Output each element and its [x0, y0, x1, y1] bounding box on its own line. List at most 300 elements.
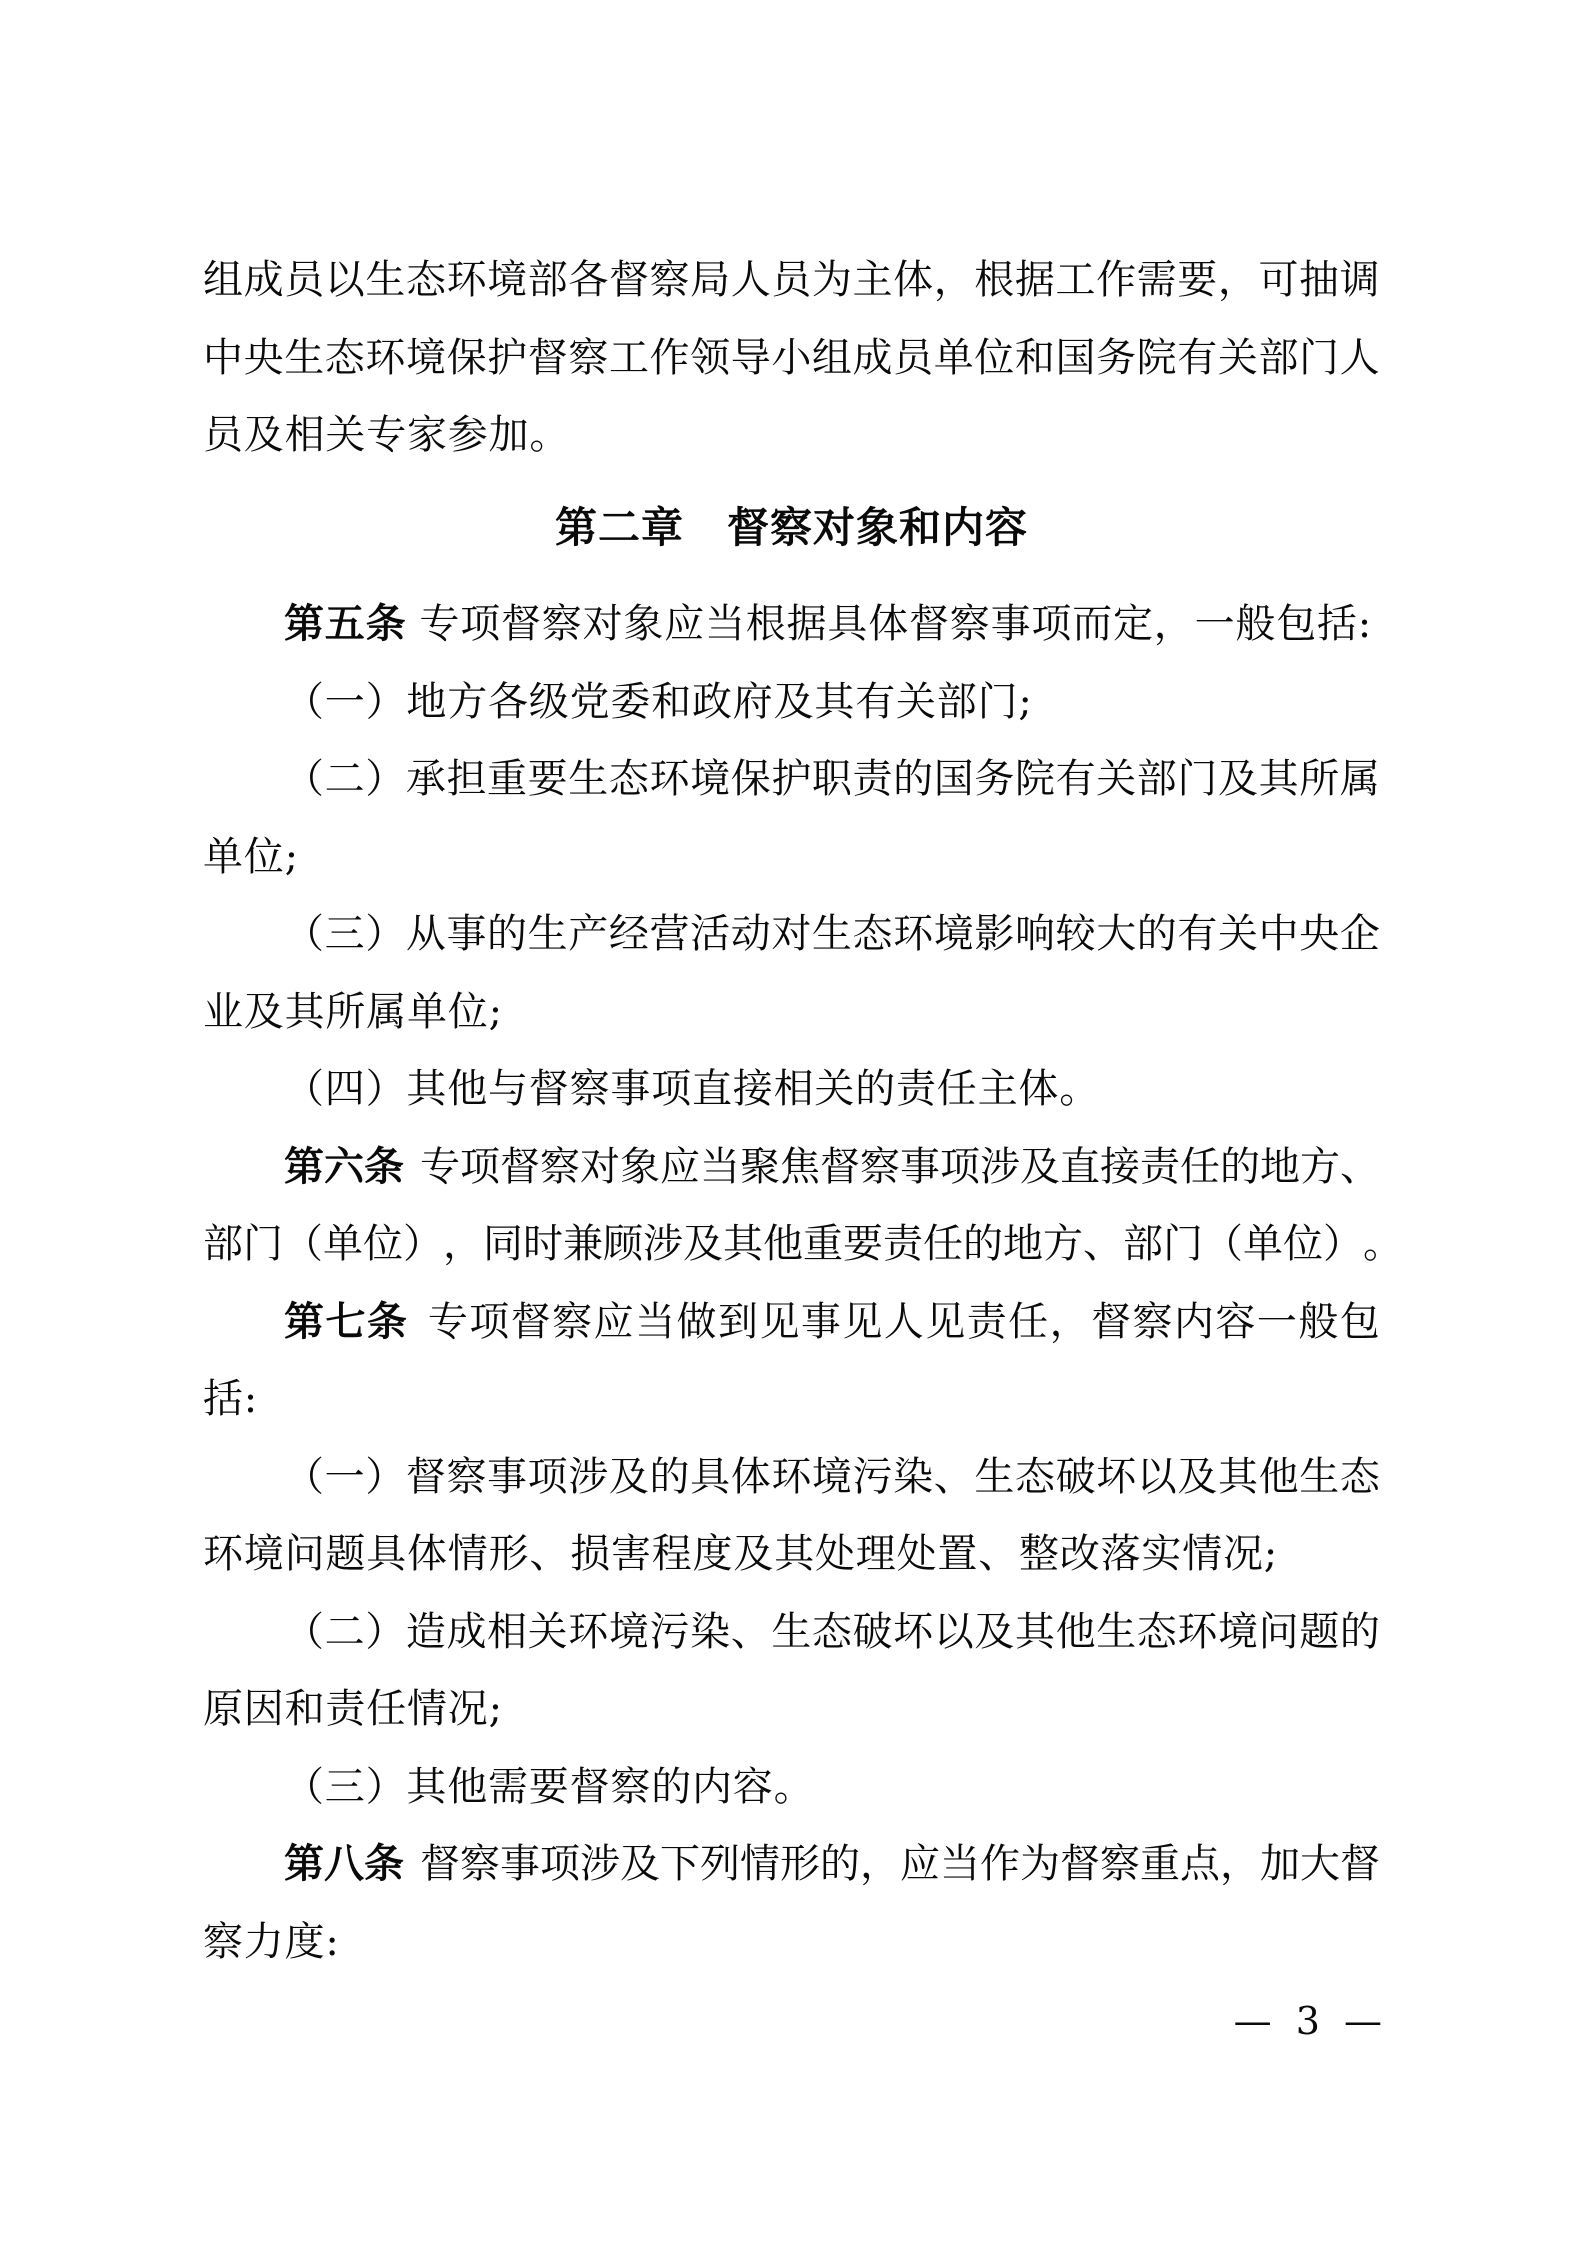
char: 列: [700, 1841, 740, 1887]
char: 环: [568, 1608, 609, 1655]
char: 他: [1055, 1608, 1096, 1655]
char: 作: [980, 1841, 1020, 1887]
char: 有: [1055, 756, 1096, 802]
char: 据: [1014, 257, 1055, 303]
char: 察: [568, 334, 609, 381]
char: 生: [568, 756, 609, 802]
char: 环: [1177, 1608, 1218, 1655]
char: 及: [683, 1221, 723, 1267]
char: 及: [608, 1453, 649, 1500]
char: 应: [593, 1298, 634, 1345]
char: 国: [933, 756, 974, 802]
char: 导: [730, 334, 771, 381]
char: 体: [730, 1453, 771, 1500]
char: 环: [771, 1453, 812, 1500]
char: 责: [966, 1298, 1007, 1345]
char: 察: [540, 1143, 580, 1190]
char: 动: [730, 911, 771, 957]
char: 护: [771, 756, 812, 802]
char: 境: [933, 911, 974, 957]
char: ）: [365, 1608, 406, 1655]
char: 国: [1055, 334, 1096, 381]
char: 容: [1215, 1298, 1256, 1345]
char: 及: [620, 1841, 660, 1887]
char: （: [284, 911, 324, 957]
char: 问: [1258, 1608, 1299, 1655]
char: 事: [900, 1143, 940, 1190]
doc-line: （三）其他需要督察的内容。: [284, 1763, 815, 1810]
char: 根: [974, 257, 1015, 303]
char: 及: [1177, 1453, 1218, 1500]
article-number-char: 条: [364, 1143, 404, 1190]
char: 态: [1136, 1608, 1177, 1655]
char: 地: [1260, 1143, 1300, 1190]
char: 关: [527, 1608, 568, 1655]
char: 生: [527, 911, 568, 957]
char: 察: [860, 1143, 900, 1190]
char: 关: [1096, 756, 1137, 802]
char: 的: [1220, 1143, 1260, 1190]
char: 一: [1256, 1298, 1297, 1345]
char: （: [283, 1221, 323, 1267]
doc-line: 员及相关专家参加。: [203, 412, 571, 458]
char: 焦: [780, 1143, 820, 1190]
char: 破: [852, 1608, 893, 1655]
char: 见: [842, 1298, 883, 1345]
char: 务: [1096, 334, 1137, 381]
doc-line: 原因和责任情况;: [203, 1686, 503, 1732]
char: （: [284, 1608, 324, 1655]
char: 有: [1177, 334, 1218, 381]
char: 涉: [643, 1221, 683, 1267]
char: 事: [446, 911, 487, 957]
char: 人: [730, 257, 771, 303]
char: 员: [771, 257, 812, 303]
char: 生: [284, 334, 325, 381]
char: 责: [852, 756, 893, 802]
char: 督: [420, 1841, 460, 1887]
char: 央: [243, 334, 284, 381]
char: 院: [1136, 334, 1177, 381]
char: 染: [893, 1453, 934, 1500]
char: 顾: [603, 1221, 643, 1267]
char: 题: [1299, 1608, 1340, 1655]
char: 人: [1339, 334, 1380, 381]
char: 保: [446, 334, 487, 381]
article-number-label: 第五条: [284, 601, 407, 647]
char: 中: [203, 334, 243, 381]
char: 督: [608, 257, 649, 303]
char: ）: [365, 756, 406, 802]
char: ）: [365, 911, 406, 957]
char: 内: [1173, 1298, 1214, 1345]
char: 、: [1340, 1143, 1380, 1190]
char: 做: [676, 1298, 717, 1345]
char: 以: [1136, 1453, 1177, 1500]
char: 要: [843, 1221, 883, 1267]
char: 主: [852, 257, 893, 303]
char: ，: [1220, 1841, 1260, 1887]
doc-line: 单位;: [203, 833, 299, 880]
char: 其: [723, 1221, 763, 1267]
doc-line: [203, 1439, 1380, 1517]
doc-line: [203, 1826, 1380, 1904]
char: 门: [1177, 756, 1218, 802]
char: 察: [446, 1453, 487, 1500]
char: 工: [1055, 257, 1096, 303]
char: 境: [487, 257, 528, 303]
char: 具: [690, 1453, 731, 1500]
char: 态: [405, 257, 446, 303]
char: 门: [243, 1221, 283, 1267]
char: 、: [1083, 1221, 1123, 1267]
char: 生: [365, 257, 406, 303]
char: 、: [933, 1453, 974, 1500]
char: 可: [1258, 257, 1299, 303]
char: 项: [527, 1453, 568, 1500]
char: 以: [933, 1608, 974, 1655]
char: 察: [649, 257, 690, 303]
char: 境: [690, 756, 731, 802]
char: 专: [427, 1298, 468, 1345]
char: 接: [1100, 1143, 1140, 1190]
char: 员: [893, 334, 934, 381]
char: 坏: [1096, 1453, 1137, 1500]
doc-line: [203, 320, 1380, 398]
char: 领: [690, 334, 731, 381]
char: 成: [446, 1608, 487, 1655]
char: 见: [925, 1298, 966, 1345]
char: 督: [1091, 1298, 1132, 1345]
char: 单: [933, 334, 974, 381]
char: 员: [284, 257, 325, 303]
char: 下: [660, 1841, 700, 1887]
char: 当: [940, 1841, 980, 1887]
char: ）: [1323, 1221, 1363, 1267]
char: 当: [700, 1143, 740, 1190]
char: 坏: [893, 1608, 934, 1655]
char: 象: [620, 1143, 660, 1190]
char: 生: [771, 1608, 812, 1655]
char: 响: [1014, 911, 1055, 957]
char: 较: [1055, 911, 1096, 957]
doc-line: 察力度:: [203, 1918, 340, 1965]
char: 成: [243, 257, 284, 303]
char: 项: [540, 1841, 580, 1887]
char: 聚: [740, 1143, 780, 1190]
char: 对: [580, 1143, 620, 1190]
char: 任: [923, 1221, 963, 1267]
char: 察: [552, 1298, 593, 1345]
doc-line: 括:: [203, 1376, 259, 1422]
char: 察: [1132, 1298, 1173, 1345]
doc-line: [203, 741, 1380, 819]
char: 作: [1096, 257, 1137, 303]
char: 有: [1177, 911, 1218, 957]
char: 生: [1299, 1453, 1340, 1500]
char: 组: [811, 334, 852, 381]
char: 包: [1339, 1298, 1380, 1345]
doc-line: （一）地方各级党委和政府及其有关部门;: [284, 678, 1033, 725]
char: 营: [649, 911, 690, 957]
char: 项: [460, 1143, 500, 1190]
char: 污: [649, 1608, 690, 1655]
char: 态: [608, 756, 649, 802]
char: 的: [649, 1453, 690, 1500]
char: 部: [1123, 1221, 1163, 1267]
char: 产: [568, 911, 609, 957]
char: 态: [811, 1608, 852, 1655]
doc-line: [203, 896, 1380, 974]
char: 事: [800, 1298, 841, 1345]
char: 加: [1260, 1841, 1300, 1887]
doc-line: [203, 586, 1380, 664]
char: 门: [1163, 1221, 1203, 1267]
char: 从: [405, 911, 446, 957]
char: ，: [860, 1841, 900, 1887]
char: ）: [403, 1221, 443, 1267]
char: 态: [852, 911, 893, 957]
char: 位: [1283, 1221, 1323, 1267]
char: 事: [500, 1841, 540, 1887]
char: （: [284, 756, 324, 802]
doc-line: [203, 1206, 1403, 1284]
char: 应: [660, 1143, 700, 1190]
doc-line: （四）其他与督察事项直接相关的责任主体。: [284, 1066, 1100, 1112]
char: 重: [1140, 1841, 1180, 1887]
char: 人: [883, 1298, 924, 1345]
line-text: 专项督察对象应当根据具体督察事项而定，一般包括:: [419, 601, 1373, 647]
char: 督: [527, 334, 568, 381]
char: 局: [690, 257, 731, 303]
char: 他: [763, 1221, 803, 1267]
char: 见: [759, 1298, 800, 1345]
char: 及: [1020, 1143, 1060, 1190]
char: 破: [1055, 1453, 1096, 1500]
char: 涉: [580, 1841, 620, 1887]
char: 为: [1020, 1841, 1060, 1887]
char: 的: [893, 756, 934, 802]
doc-line: [203, 1594, 1380, 1672]
doc-line: 环境问题具体情形、损害程度及其处理处置、整改落实情况;: [203, 1531, 1279, 1577]
char: 二: [324, 1608, 365, 1655]
char: 察: [1100, 1841, 1140, 1887]
char: 境: [608, 1608, 649, 1655]
char: 保: [730, 756, 771, 802]
char: 院: [1014, 756, 1055, 802]
char: 事: [487, 1453, 528, 1500]
char: 责: [1140, 1143, 1180, 1190]
char: 为: [811, 257, 852, 303]
article-number-char: 第: [284, 1298, 324, 1345]
char: 和: [1014, 334, 1055, 381]
char: ，: [933, 257, 974, 303]
doc-line: 业及其所属单位;: [203, 988, 503, 1035]
char: 部: [203, 1221, 243, 1267]
char: 项: [469, 1298, 510, 1345]
char: 大: [1096, 911, 1137, 957]
char: 染: [690, 1608, 731, 1655]
char: 境: [405, 334, 446, 381]
char: 的: [1136, 911, 1177, 957]
char: 的: [820, 1841, 860, 1887]
char: 环: [365, 334, 406, 381]
char: 到: [717, 1298, 758, 1345]
char: 其: [1258, 756, 1299, 802]
doc-line: [203, 1129, 1380, 1207]
char: ）: [365, 1453, 406, 1500]
char: 部: [1258, 334, 1299, 381]
char: 部: [527, 257, 568, 303]
article-number-char: 六: [324, 1143, 364, 1190]
char: 抽: [1299, 257, 1340, 303]
char: ，: [443, 1221, 483, 1267]
page-number: — 3 —: [1233, 1999, 1382, 2043]
article-number-char: 第: [284, 1841, 324, 1887]
char: 部: [1136, 756, 1177, 802]
char: 要: [527, 756, 568, 802]
char: 项: [940, 1143, 980, 1190]
char: 二: [324, 756, 365, 802]
char: 经: [608, 911, 649, 957]
char: 关: [1218, 911, 1259, 957]
char: 生: [974, 1453, 1015, 1500]
char: 小: [771, 334, 812, 381]
char: 调: [1339, 257, 1380, 303]
char: 应: [900, 1841, 940, 1887]
char: 环: [649, 756, 690, 802]
char: 兼: [563, 1221, 603, 1267]
chapter-heading: 第二章 督察对象和内容: [554, 502, 1028, 552]
char: 重: [487, 756, 528, 802]
char: 环: [446, 257, 487, 303]
char: ，: [1217, 257, 1258, 303]
char: 单: [323, 1221, 363, 1267]
char: 地: [1003, 1221, 1043, 1267]
article-number-char: 七: [325, 1298, 366, 1345]
char: 及: [974, 1608, 1015, 1655]
char: 督: [1060, 1841, 1100, 1887]
char: 成: [852, 334, 893, 381]
char: 重: [803, 1221, 843, 1267]
char: 需: [1136, 257, 1177, 303]
char: 督: [405, 1453, 446, 1500]
char: 境: [811, 1453, 852, 1500]
char: 任: [1180, 1143, 1220, 1190]
char: （: [1203, 1221, 1243, 1267]
char: 同: [483, 1221, 523, 1267]
char: 要: [1177, 257, 1218, 303]
char: 中: [1258, 911, 1299, 957]
char: 大: [1300, 1841, 1340, 1887]
char: 时: [523, 1221, 563, 1267]
char: 务: [974, 756, 1015, 802]
char: 的: [963, 1221, 1003, 1267]
char: 影: [974, 911, 1015, 957]
char: 关: [1217, 334, 1258, 381]
char: 的: [487, 911, 528, 957]
char: 污: [852, 1453, 893, 1500]
char: 涉: [568, 1453, 609, 1500]
char: 造: [405, 1608, 446, 1655]
char: 以: [324, 257, 365, 303]
char: 属: [1339, 756, 1380, 802]
char: 生: [811, 911, 852, 957]
char: 点: [1180, 1841, 1220, 1887]
char: 承: [405, 756, 446, 802]
doc-line: [203, 1284, 1380, 1362]
char: 涉: [980, 1143, 1020, 1190]
char: 单: [1243, 1221, 1283, 1267]
char: 专: [420, 1143, 460, 1190]
char: 环: [893, 911, 934, 957]
char: 活: [690, 911, 731, 957]
char: 位: [363, 1221, 403, 1267]
char: 体: [893, 257, 934, 303]
char: 督: [510, 1298, 551, 1345]
char: 组: [203, 257, 243, 303]
char: 任: [1008, 1298, 1049, 1345]
char: 企: [1339, 911, 1380, 957]
char: 督: [1340, 1841, 1380, 1887]
article-number-char: 条: [364, 1841, 404, 1887]
char: 情: [740, 1841, 780, 1887]
char: 三: [324, 911, 365, 957]
char: 态: [324, 334, 365, 381]
char: 及: [1218, 756, 1259, 802]
char: 察: [460, 1841, 500, 1887]
char: 直: [1060, 1143, 1100, 1190]
article-number-char: 条: [366, 1298, 407, 1345]
char: 当: [635, 1298, 676, 1345]
char: 、: [730, 1608, 771, 1655]
char: 所: [1299, 756, 1340, 802]
char: 作: [649, 334, 690, 381]
char: 对: [771, 911, 812, 957]
char: 一: [324, 1453, 365, 1500]
char: 方: [1300, 1143, 1340, 1190]
char: 般: [1298, 1298, 1339, 1345]
char: 他: [1258, 1453, 1299, 1500]
char: 其: [1014, 1608, 1055, 1655]
char: 相: [487, 1608, 528, 1655]
char: 工: [608, 334, 649, 381]
char: 门: [1299, 334, 1340, 381]
article-number-char: 第: [284, 1143, 324, 1190]
article-number-char: 八: [324, 1841, 364, 1887]
char: 职: [811, 756, 852, 802]
char: 形: [780, 1841, 820, 1887]
char: ，: [1049, 1298, 1090, 1345]
char: 护: [487, 334, 528, 381]
char: 责: [883, 1221, 923, 1267]
char: 态: [1014, 1453, 1055, 1500]
char: 态: [1339, 1453, 1380, 1500]
doc-line: [203, 242, 1380, 320]
char: 担: [446, 756, 487, 802]
char: 生: [1096, 1608, 1137, 1655]
char: 位: [974, 334, 1015, 381]
char: （: [284, 1453, 324, 1500]
char: 。: [1363, 1221, 1403, 1267]
char: 其: [1218, 1453, 1259, 1500]
document-body: [203, 242, 1403, 1981]
char: 方: [1043, 1221, 1083, 1267]
char: 境: [1218, 1608, 1259, 1655]
char: 央: [1299, 911, 1340, 957]
char: 各: [568, 257, 609, 303]
char: 的: [1339, 1608, 1380, 1655]
